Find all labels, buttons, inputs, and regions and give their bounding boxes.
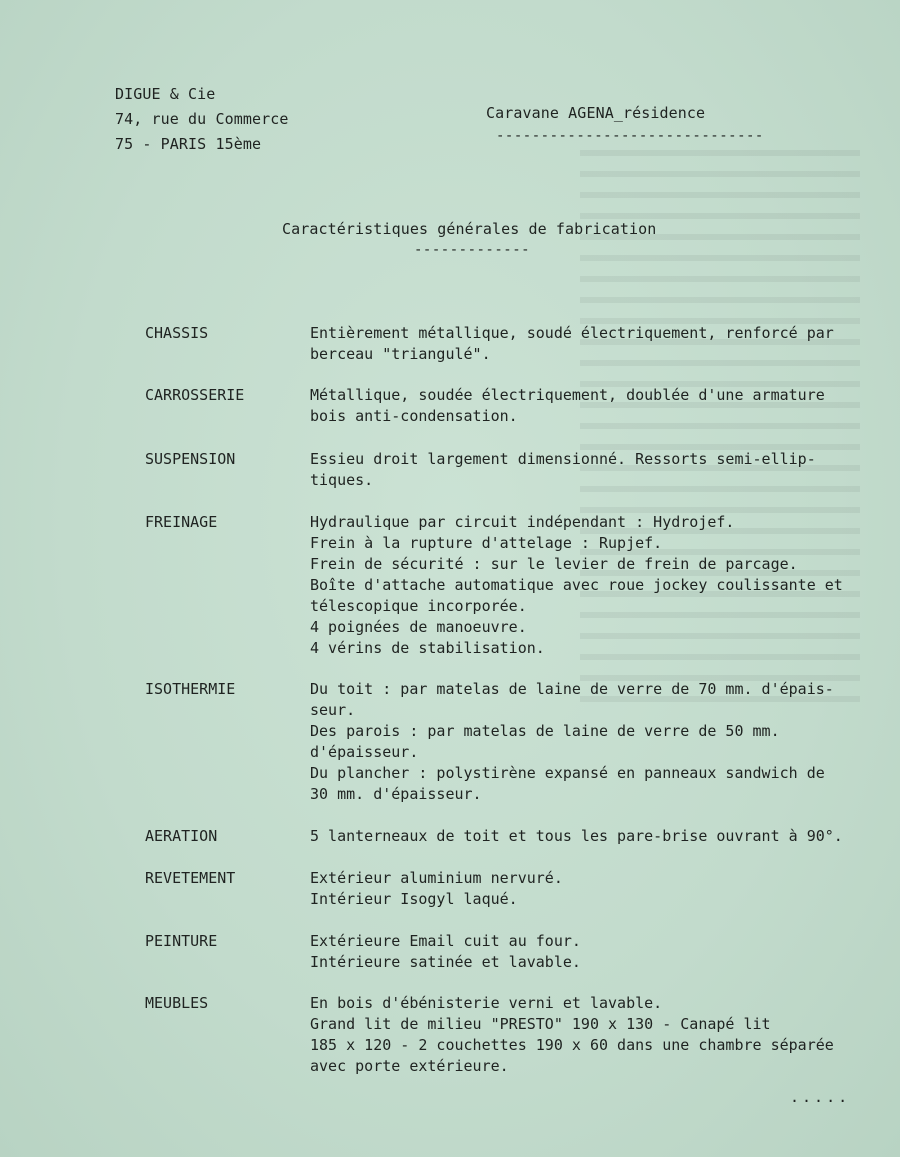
spec-text-aeration (310, 826, 843, 847)
spec-line: Intérieur Isogyl laqué. (310, 890, 518, 908)
spec-line: En bois d'ébénisterie verni et lavable. (310, 994, 663, 1012)
spec-label-revetement: REVETEMENT (145, 869, 236, 887)
spec-line: Grand lit de milieu "PRESTO" 190 x 130 - Canapé lit (310, 1015, 771, 1033)
spec-label-chassis: CHASSIS (145, 324, 209, 342)
spec-line: 4 poignées de manoeuvre. (310, 618, 527, 636)
spec-label-peinture: PEINTURE (145, 932, 218, 950)
spec-line: 30 mm. d'épaisseur. (310, 785, 482, 803)
spec-line: berceau "triangulé". (310, 345, 491, 363)
spec-line: Extérieure Email cuit au four. (310, 932, 581, 950)
spec-text-chassis (310, 323, 834, 365)
spec-text-meubles (310, 993, 834, 1077)
company-address (115, 84, 288, 159)
spec-line: bois anti-condensation. (310, 407, 518, 425)
spec-text-revetement (310, 868, 563, 910)
spec-text-carrosserie (310, 385, 825, 427)
spec-text-peinture (310, 931, 581, 973)
spec-line: 4 vérins de stabilisation. (310, 639, 545, 657)
spec-line: Extérieur aluminium nervuré. (310, 869, 563, 887)
spec-line: avec porte extérieure. (310, 1057, 509, 1075)
spec-line: Du toit : par matelas de laine de verre de 70 mm. d'épais- (310, 680, 834, 698)
spec-line: télescopique incorporée. (310, 597, 527, 615)
spec-label-suspension: SUSPENSION (145, 450, 236, 468)
subtitle-underline: ------------- (414, 242, 531, 258)
model-title: Caravane AGENA_résidence (486, 104, 706, 122)
spec-line: Métallique, soudée électriquement, doublée d'une armature (310, 386, 825, 404)
spec-text-freinage (310, 512, 843, 659)
spec-line: Frein à la rupture d'attelage : Rupjef. (310, 534, 663, 552)
company-city: 75 - PARIS 15ème (115, 135, 262, 153)
company-name: DIGUE & Cie (115, 85, 216, 103)
spec-line: Entièrement métallique, soudé électriquement, renforcé par (310, 324, 834, 342)
spec-line: Frein de sécurité : sur le levier de frein de parcage. (310, 555, 798, 573)
continuation-marker: ..... (790, 1088, 851, 1106)
spec-line: Des parois : par matelas de laine de verre de 50 mm. (310, 722, 780, 740)
spec-line: 5 lanterneaux de toit et tous les pare-brise ouvrant à 90°. (310, 827, 843, 845)
spec-line: Essieu droit largement dimensionné. Ressorts semi-ellip- (310, 450, 816, 468)
spec-label-isothermie: ISOTHERMIE (145, 680, 236, 698)
spec-label-carrosserie: CARROSSERIE (145, 386, 245, 404)
spec-text-suspension (310, 449, 816, 491)
spec-line: Hydraulique par circuit indépendant : Hydrojef. (310, 513, 735, 531)
spec-line: Du plancher : polystirène expansé en panneaux sandwich de (310, 764, 825, 782)
spec-label-freinage: FREINAGE (145, 513, 218, 531)
model-title-underline: ------------------------------ (496, 128, 764, 144)
spec-line: Intérieure satinée et lavable. (310, 953, 581, 971)
spec-line: Boîte d'attache automatique avec roue jockey coulissante et (310, 576, 843, 594)
document-subtitle: Caractéristiques générales de fabrication (282, 220, 657, 238)
spec-line: d'épaisseur. (310, 743, 419, 761)
spec-label-aeration: AERATION (145, 827, 218, 845)
spec-line: 185 x 120 - 2 couchettes 190 x 60 dans une chambre séparée (310, 1036, 834, 1054)
spec-line: seur. (310, 701, 356, 719)
company-street: 74, rue du Commerce (115, 110, 289, 128)
spec-text-isothermie (310, 679, 834, 805)
spec-label-meubles: MEUBLES (145, 994, 209, 1012)
spec-line: tiques. (310, 471, 374, 489)
